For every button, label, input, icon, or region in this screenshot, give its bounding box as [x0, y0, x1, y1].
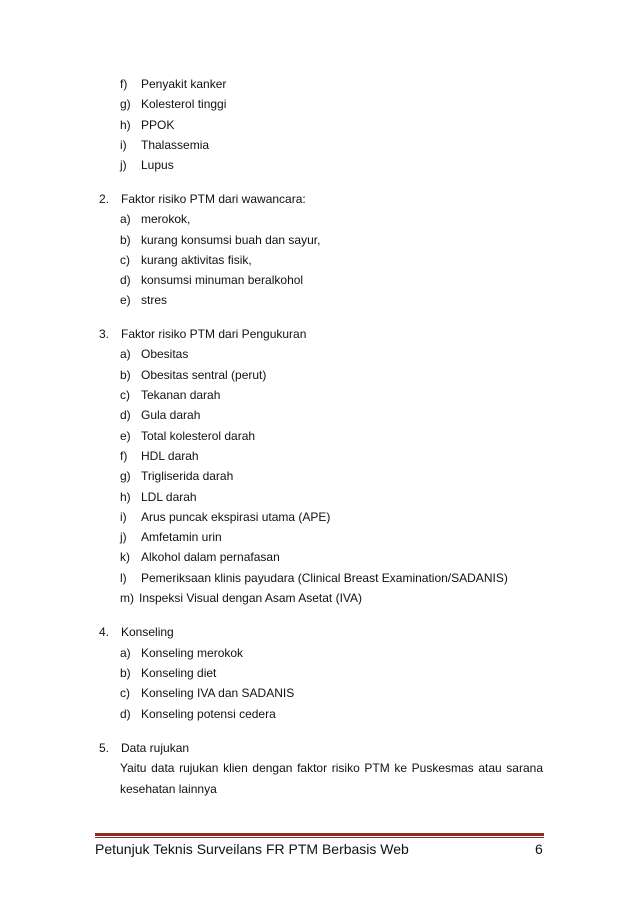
section-title: Konseling: [121, 625, 174, 639]
section-number: 4.: [99, 625, 110, 639]
list-marker: a): [120, 212, 131, 226]
section-title: Data rujukan: [121, 741, 190, 755]
list-marker: i): [120, 138, 127, 152]
list-text: Penyakit kanker: [141, 77, 227, 91]
list-marker: e): [120, 429, 131, 443]
list-marker: f): [120, 449, 128, 463]
list-text: Konseling merokok: [141, 646, 244, 660]
list-text: Thalassemia: [141, 138, 210, 152]
list-text: Gula darah: [141, 408, 201, 422]
list-marker: e): [120, 293, 131, 307]
footer-rule-thick: [95, 833, 544, 836]
list-text: PPOK: [141, 118, 175, 132]
list-marker: g): [120, 97, 131, 111]
list-marker: a): [120, 646, 131, 660]
list-marker: a): [120, 347, 131, 361]
list-marker: i): [120, 510, 127, 524]
section-paragraph: Yaitu data rujukan klien dengan faktor risiko PTM ke Puskesmas atau sarana kesehatan lainnya: [120, 761, 543, 796]
list-text: Konseling IVA dan SADANIS: [141, 686, 295, 700]
list-text: LDL darah: [141, 490, 197, 504]
list-marker: j): [120, 530, 127, 544]
list-text: kurang aktivitas fisik,: [141, 253, 252, 267]
list-marker: c): [120, 686, 130, 700]
list-marker: j): [120, 158, 127, 172]
list-marker: b): [120, 233, 131, 247]
list-text: Lupus: [141, 158, 174, 172]
list-marker: d): [120, 273, 131, 287]
page-number: 6: [535, 841, 543, 857]
list-marker: g): [120, 469, 131, 483]
list-marker: d): [120, 408, 131, 422]
list-text: merokok,: [141, 212, 191, 226]
list-marker: h): [120, 118, 131, 132]
section-number: 3.: [99, 327, 110, 341]
list-marker: f): [120, 77, 128, 91]
section-title: Faktor risiko PTM dari wawancara:: [121, 192, 306, 206]
list-text: Amfetamin urin: [141, 530, 222, 544]
list-text: Arus puncak ekspirasi utama (APE): [141, 510, 331, 524]
section-number: 2.: [99, 192, 110, 206]
section-title: Faktor risiko PTM dari Pengukuran: [121, 327, 307, 341]
list-marker: m): [120, 591, 134, 605]
list-marker: h): [120, 490, 131, 504]
list-text: Kolesterol tinggi: [141, 97, 227, 111]
list-text: Konseling potensi cedera: [141, 707, 276, 721]
list-text: Alkohol dalam pernafasan: [141, 550, 280, 564]
list-marker: k): [120, 550, 130, 564]
list-text: Konseling diet: [141, 666, 217, 680]
list-text: stres: [141, 293, 168, 307]
list-text: Tekanan darah: [141, 388, 221, 402]
list-text: kurang konsumsi buah dan sayur,: [141, 233, 321, 247]
list-marker: c): [120, 388, 130, 402]
list-marker: b): [120, 666, 131, 680]
list-text: Trigliserida darah: [141, 469, 234, 483]
list-marker: d): [120, 707, 131, 721]
list-marker: l): [120, 571, 127, 585]
list-marker: c): [120, 253, 130, 267]
list-text: Total kolesterol darah: [141, 429, 256, 443]
list-text: konsumsi minuman beralkohol: [141, 273, 304, 287]
list-marker: b): [120, 368, 131, 382]
list-text: Obesitas: [141, 347, 189, 361]
footer-title: Petunjuk Teknis Surveilans FR PTM Berbasis Web: [95, 841, 409, 857]
list-text: HDL darah: [141, 449, 199, 463]
list-text: Obesitas sentral (perut): [141, 368, 267, 382]
list-text: Pemeriksaan klinis payudara (Clinical Breast Examination/SADANIS): [141, 571, 508, 585]
footer-rule-thin: [95, 837, 544, 838]
section-number: 5.: [99, 741, 110, 755]
list-text: Inspeksi Visual dengan Asam Asetat (IVA): [139, 591, 363, 605]
